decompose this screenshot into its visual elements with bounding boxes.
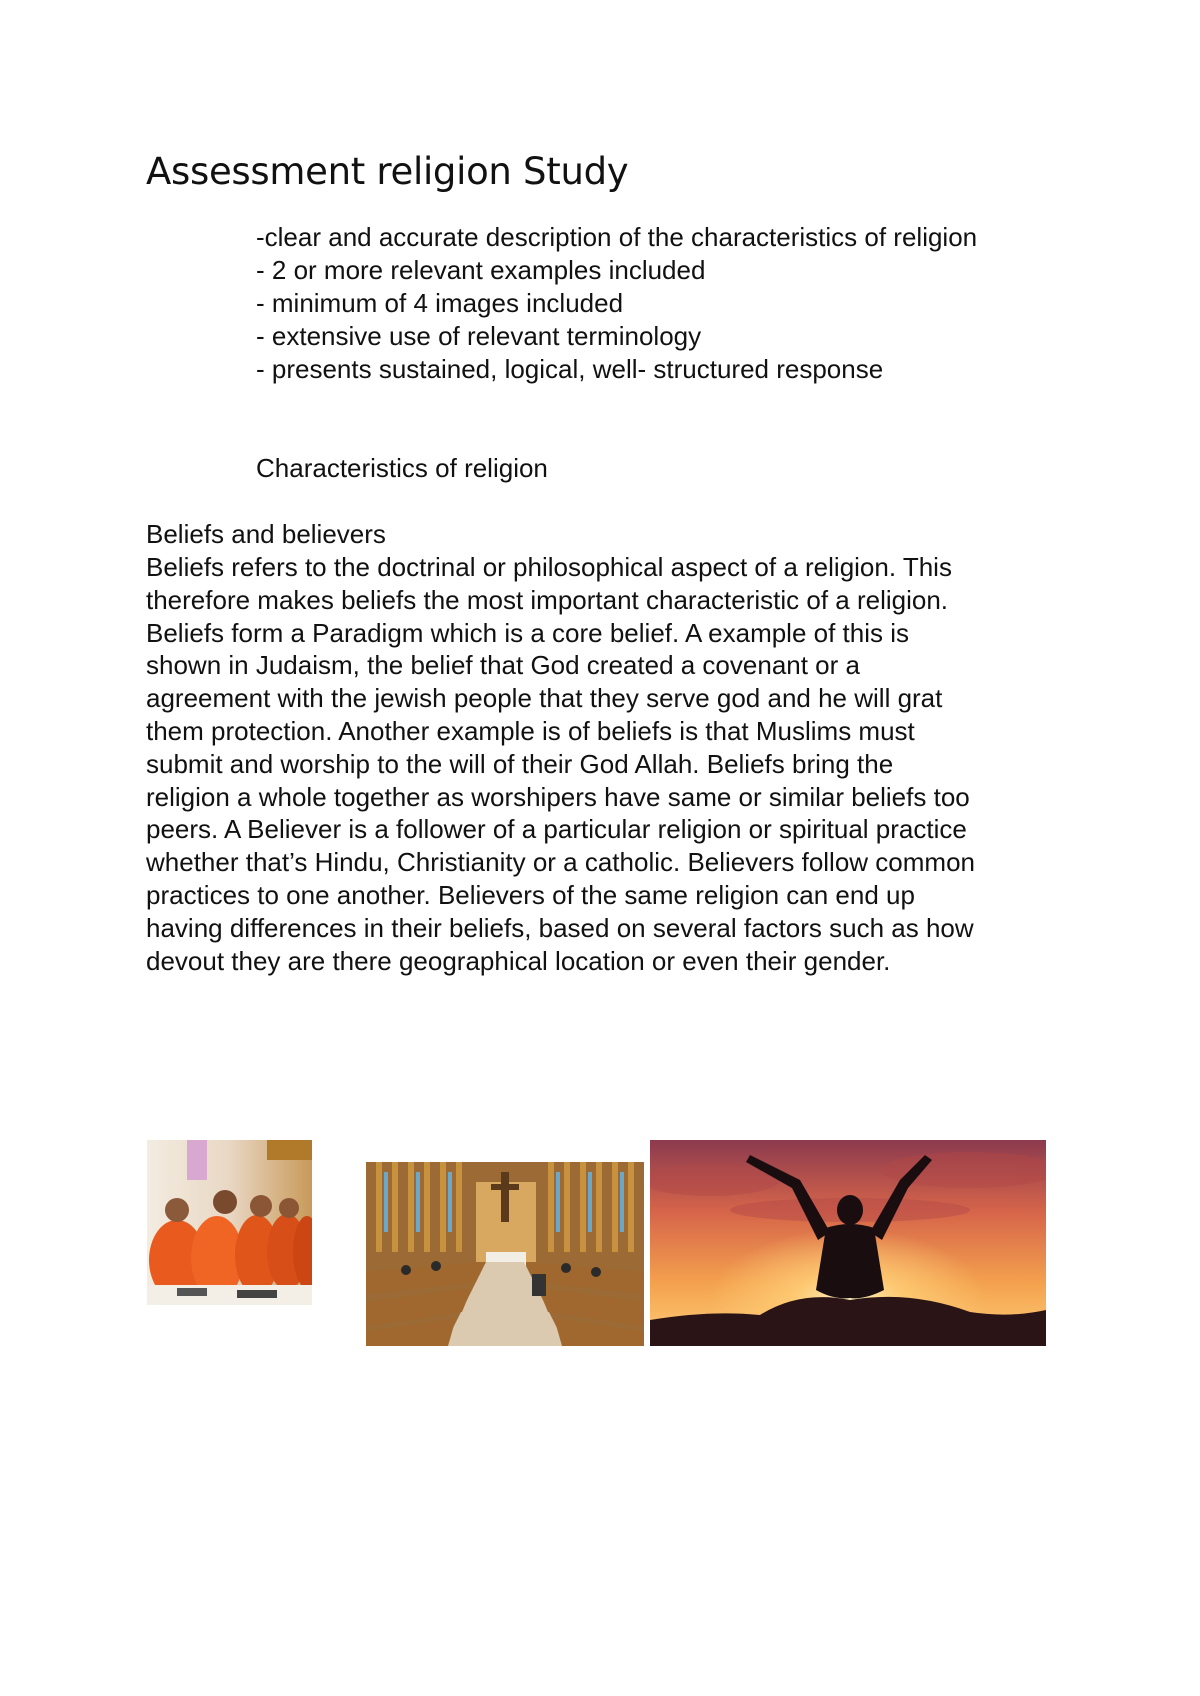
criteria-item: - minimum of 4 images included [256,288,624,318]
page-title: Assessment religion Study [146,150,629,193]
body-line: Beliefs form a Paradigm which is a core belief. A example of this is [146,617,910,648]
sunset-silhouette-photo [650,1140,1046,1346]
criteria-item: - 2 or more relevant examples included [256,255,706,285]
criteria-item: - extensive use of relevant terminology [256,321,702,351]
criteria-list [256,221,977,386]
monks-praying-photo [147,1140,312,1305]
body-line: having differences in their beliefs, based on several factors such as how [146,912,974,943]
body-line: them protection. Another example is of beliefs is that Muslims must [146,715,915,746]
church-interior-photo [366,1162,644,1346]
sub-heading: Beliefs and believers [146,519,386,549]
criteria-item: -clear and accurate description of the characteristics of religion [256,222,978,252]
section-heading: Characteristics of religion [256,453,548,483]
body-line: therefore makes beliefs the most important characteristic of a religion. [146,584,949,615]
body-line: whether that’s Hindu, Christianity or a catholic. Believers follow common [146,847,975,878]
body-line: Beliefs refers to the doctrinal or philosophical aspect of a religion. This [146,552,952,582]
criteria-item: - presents sustained, logical, well- structured response [256,354,884,384]
body-line: religion a whole together as worshipers have same or similar beliefs too [146,781,970,812]
body-line: submit and worship to the will of their God Allah. Beliefs bring the [146,748,894,779]
body-paragraph [146,551,1066,977]
body-line: peers. A Believer is a follower of a particular religion or spiritual practice [146,814,967,845]
body-line: agreement with the jewish people that they serve god and he will grat [146,683,943,714]
body-line: devout they are there geographical location or even their gender. [146,945,891,976]
body-line: shown in Judaism, the belief that God created a covenant or a [146,650,860,681]
body-line: practices to one another. Believers of the same religion can end up [146,879,915,910]
